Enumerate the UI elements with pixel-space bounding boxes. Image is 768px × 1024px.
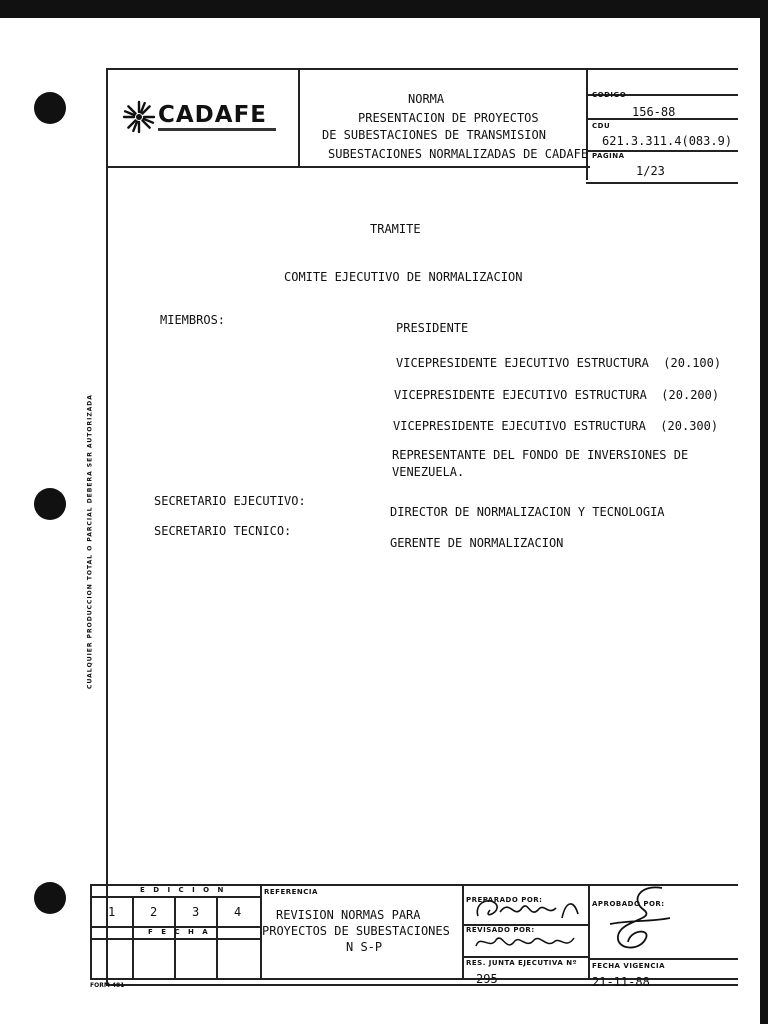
member-item: VICEPRESIDENTE EJECUTIVO ESTRUCTURA (20.100) xyxy=(396,356,722,370)
cdu-value: 621.3.311.4(083.9) xyxy=(602,134,733,148)
cdu-label: CDU xyxy=(592,122,611,130)
edition-number: 1 xyxy=(108,905,116,919)
logo-text: CADAFE xyxy=(158,102,267,128)
punch-hole-top xyxy=(34,92,66,124)
punch-hole-bottom xyxy=(34,882,66,914)
scan-edge-right xyxy=(760,0,768,1024)
doc-title-line-1: PRESENTACION DE PROYECTOS xyxy=(358,111,539,125)
tramite-heading: TRAMITE xyxy=(370,222,421,236)
miembros-label: MIEMBROS: xyxy=(160,313,226,327)
scan-edge-top xyxy=(0,0,768,18)
revisado-label: REVISADO POR: xyxy=(466,926,535,934)
edicion-label: E D I C I O N xyxy=(140,886,227,894)
member-item: REPRESENTANTE DEL FONDO DE INVERSIONES DE xyxy=(392,448,689,462)
referencia-line: PROYECTOS DE SUBESTACIONES xyxy=(262,924,450,938)
punch-hole-middle xyxy=(34,488,66,520)
doc-title-line-2: DE SUBESTACIONES DE TRANSMISION xyxy=(322,128,546,142)
member-item: VICEPRESIDENTE EJECUTIVO ESTRUCTURA (20.300) xyxy=(393,419,719,433)
reproduction-notice: CUALQUIER PRODUCCION TOTAL O PARCIAL DEBERA SER AUTORIZADA xyxy=(86,394,94,689)
member-item: VENEZUELA. xyxy=(392,465,465,479)
res-junta-label: RES. JUNTA EJECUTIVA Nº xyxy=(466,959,578,967)
pagina-label: PAGINA xyxy=(592,152,625,160)
referencia-line: N S-P xyxy=(346,940,383,954)
preparado-label: PREPARADO POR: xyxy=(466,896,543,904)
secretario-tecnico-label: SECRETARIO TECNICO: xyxy=(154,524,292,538)
preparado-left-edge xyxy=(462,884,464,980)
edition-number: 3 xyxy=(192,905,200,919)
edition-col-1 xyxy=(132,896,134,980)
cadafe-logo-icon xyxy=(122,100,156,134)
comite-heading: COMITE EJECUTIVO DE NORMALIZACION xyxy=(284,270,523,284)
pagina-value: 1/23 xyxy=(636,164,665,178)
res-junta-value: 295 xyxy=(476,972,498,986)
header-bottom-right xyxy=(586,182,738,184)
form-code: FORM 481 xyxy=(90,982,125,989)
referencia-label: REFERENCIA xyxy=(264,888,318,896)
revisado-signature xyxy=(470,928,590,958)
aprobado-label: APROBADO POR: xyxy=(592,900,665,908)
secretario-ejecutivo-label: SECRETARIO EJECUTIVO: xyxy=(154,494,306,508)
aprobado-signature xyxy=(600,880,680,960)
header-col-divider-1 xyxy=(298,68,300,168)
doc-type: NORMA xyxy=(408,92,445,106)
preparado-signature xyxy=(470,890,590,926)
logo-tagline-bar xyxy=(158,128,276,131)
fecha-label: F E C H A xyxy=(148,928,211,936)
member-item: VICEPRESIDENTE EJECUTIVO ESTRUCTURA (20.200) xyxy=(394,388,720,402)
header-divider xyxy=(106,166,590,168)
secretario-tecnico-value: GERENTE DE NORMALIZACION xyxy=(390,536,564,550)
codigo-label: CODIGO xyxy=(592,91,627,99)
edition-col-2 xyxy=(174,896,176,980)
secretario-ejecutivo-value: DIRECTOR DE NORMALIZACION Y TECNOLOGIA xyxy=(390,505,665,519)
member-item: PRESIDENTE xyxy=(396,321,469,335)
doc-title-line-3: SUBESTACIONES NORMALIZADAS DE CADAFE xyxy=(328,147,589,161)
fecha-vigencia-value: 21-11-88 xyxy=(592,975,650,989)
edition-number: 2 xyxy=(150,905,158,919)
codigo-value: 156-88 xyxy=(632,105,676,119)
header-col-divider-2 xyxy=(586,68,588,180)
edition-number: 4 xyxy=(234,905,242,919)
referencia-line: REVISION NORMAS PARA xyxy=(276,908,421,922)
footer-left-edge xyxy=(90,884,92,980)
fecha-vigencia-label: FECHA VIGENCIA xyxy=(592,962,665,970)
edition-col-3 xyxy=(216,896,218,980)
